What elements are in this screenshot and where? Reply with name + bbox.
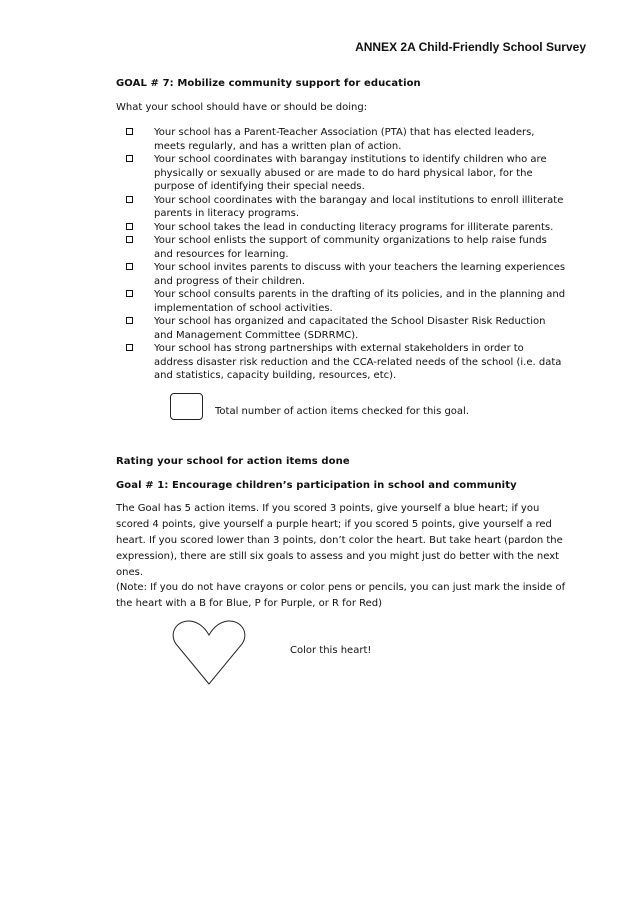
action-item (116, 126, 566, 153)
action-item-text: Your school coordinates with barangay institutions to identify children who are physically or sexually abused or are made to do hard physical labor, for the purpose of identifying their special needs. (154, 154, 547, 192)
action-item-text: Your school has strong partnerships with external stakeholders in order to address disaster risk reduction and the CCA-related needs of the school (i.e. data and statistics, capacity building, resources, etc). (154, 343, 562, 381)
annex-title: ANNEX 2A Child-Friendly School Survey (355, 40, 586, 54)
action-item-text: Your school invites parents to discuss with your teachers the learning experiences and progress of their children. (154, 262, 566, 287)
action-item (116, 221, 566, 235)
rating-paragraph: The Goal has 5 action items. If you scored 3 points, give yourself a blue heart; if you scored 4 points, give yourself a purple heart; if you scored 5 points, give yourself a red heart. If you scored lower than 3 points, don’t color the heart. But take heart (pardon the expression), there are still six goals to assess and you might just do better with the next ones. (116, 503, 563, 578)
rating-note-block (116, 580, 566, 612)
action-item (116, 234, 566, 261)
goal7-intro-block (116, 100, 566, 116)
action-item (116, 288, 566, 315)
checkbox-icon[interactable] (126, 344, 133, 351)
rating-heading-block (116, 456, 566, 467)
action-item (116, 342, 566, 383)
checkbox-icon[interactable] (126, 223, 133, 230)
action-item-text: Your school has a Parent-Teacher Association (PTA) that has elected leaders, meets regularly, and has a written plan of action. (154, 127, 535, 152)
action-item (116, 315, 566, 342)
rating-paragraph-block (116, 501, 566, 581)
goal7-heading-block (116, 78, 566, 89)
goal7-checklist (116, 126, 566, 383)
checkbox-icon[interactable] (126, 196, 133, 203)
action-item-text: Your school has organized and capacitated the School Disaster Risk Reduction and Management Committee (SDRRMC). (154, 316, 546, 341)
action-item-text: Your school coordinates with the barangay and local institutions to enroll illiterate parents in literacy programs. (154, 194, 564, 219)
rating-note: (Note: If you do not have crayons or color pens or pencils, you can just mark the inside of the heart with a B for Blue, P for Purple, or R for Red) (116, 582, 566, 609)
total-count-label: Total number of action items checked for this goal. (215, 406, 470, 417)
goal1-heading: Goal # 1: Encourage children’s participation in school and community (116, 480, 517, 491)
checkbox-icon[interactable] (126, 290, 133, 297)
action-item-text: Your school takes the lead in conducting literacy programs for illiterate parents. (154, 221, 554, 233)
action-item-text: Your school consults parents in the drafting of its policies, and in the planning and implementation of school activities. (154, 289, 566, 314)
action-item-list (116, 126, 566, 383)
heart-icon[interactable] (172, 618, 246, 686)
heart-label: Color this heart! (290, 645, 372, 656)
checkbox-icon[interactable] (126, 128, 133, 135)
checkbox-icon[interactable] (126, 263, 133, 270)
action-item (116, 153, 566, 194)
action-item (116, 261, 566, 288)
action-item (116, 194, 566, 221)
checkbox-icon[interactable] (126, 236, 133, 243)
total-count-box[interactable] (170, 393, 203, 420)
checkbox-icon[interactable] (126, 155, 133, 162)
rating-heading: Rating your school for action items done (116, 456, 350, 467)
checkbox-icon[interactable] (126, 317, 133, 324)
goal7-intro: What your school should have or should be doing: (116, 102, 368, 113)
action-item-text: Your school enlists the support of community organizations to help raise funds and resources for learning. (154, 235, 547, 260)
goal7-heading: GOAL # 7: Mobilize community support for education (116, 78, 421, 89)
goal1-heading-block (116, 480, 566, 491)
